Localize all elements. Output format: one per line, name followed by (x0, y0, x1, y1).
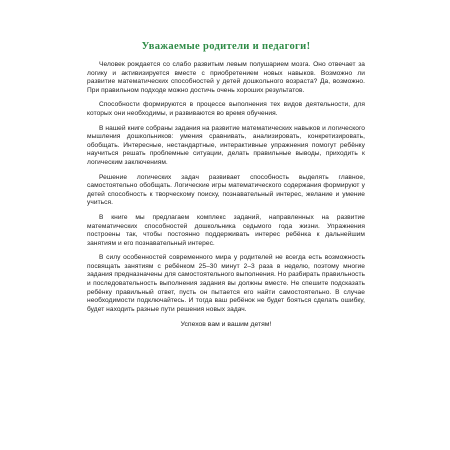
paragraph-2: Способности формируются в процессе выполнения тех видов деятельности, для которых они необходимы, и развиваются во время обучения. (87, 101, 365, 117)
paragraph-4: Решение логических задач развивает способность выделять главное, самостоятельно обобщать. Логические игры математического содержания формируют у детей способность к творческому поиску, познавательный интерес, желание и умение учиться. (87, 173, 365, 207)
book-page (69, 28, 381, 432)
paragraph-6: В силу особенностей современного мира у родителей не всегда есть возможность посвящать занятиям с ребёнком 25–30 минут 2–3 раза в неделю, поэтому многие задания предназначены для самостоятельного выполнения. Но разбирать правильность и последовательность выполнения задания вы должны вместе. Не спешите подсказать ребёнку правильный ответ, пусть он пытается его найти самостоятельно. В случае необходимости подключайтесь. И тогда ваш ребёнок не будет бояться сделать ошибку, будет находить разные пути решения новых задач. (87, 254, 365, 313)
page-title: Уважаемые родители и педагоги! (141, 41, 311, 52)
closing-wish: Успехов вам и вашим детям! (180, 321, 272, 329)
paragraph-1: Человек рождается со слабо развитым левым полушарием мозга. Оно отвечает за логику и активизируется вместе с приобретением новых навыков. Возможно ли развитие математических способностей у детей дошкольного возраста? Да, возможно. При правильном подходе можно достичь очень хороших результатов. (87, 61, 365, 94)
paragraph-3: В нашей книге собраны задания на развитие математических навыков и логического мышления дошкольников: умения сравнивать, анализировать, конкретизировать, обобщать. Интересные, нестандартные, интерактивные упражнения помогут ребёнку научиться решать проблемные ситуации, делать правильные выводы, приходить к логическим заключениям. (87, 124, 365, 166)
paragraph-5: В книге мы предлагаем комплекс заданий, направленных на развитие математических способностей дошкольника седьмого года жизни. Упражнения построены так, чтобы постоянно поддерживать интерес ребёнка к дальнейшим занятиям и его познавательный интерес. (87, 213, 365, 247)
